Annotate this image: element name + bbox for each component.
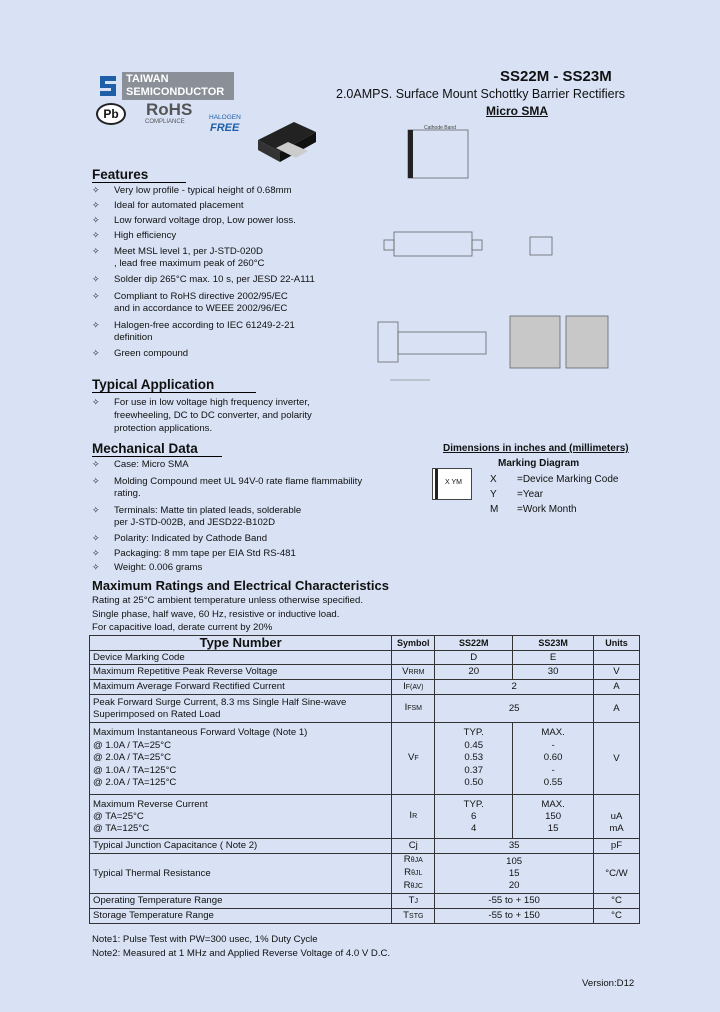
ratings-note: Rating at 25°C ambient temperature unless otherwise specified. bbox=[92, 595, 364, 606]
table-row: Peak Forward Surge Current, 8.3 ms Single Half Sine-wave Superimposed on Rated Load IFSM 25 A bbox=[90, 695, 640, 723]
package-photo bbox=[252, 118, 322, 168]
logo-mark-icon bbox=[96, 72, 120, 100]
table-row: Typical Thermal Resistance RθJA RθJL RθJC 105 15 20 °C/W bbox=[90, 854, 640, 894]
feature-item: and in accordance to WEEE 2002/96/EC bbox=[114, 303, 288, 314]
bullet-icon: ✧ bbox=[92, 533, 100, 543]
bullet-icon: ✧ bbox=[92, 200, 100, 210]
header-ss22m: SS22M bbox=[435, 636, 513, 651]
subtitle: 2.0AMPS. Surface Mount Schottky Barrier Rectifiers bbox=[336, 87, 625, 101]
marking-title: Marking Diagram bbox=[498, 458, 580, 469]
marking-value: =Work Month bbox=[517, 504, 577, 515]
bullet-icon: ✧ bbox=[92, 397, 100, 407]
marking-chip-text: X YM bbox=[445, 479, 462, 486]
application-line: For use in low voltage high frequency inverter, bbox=[114, 397, 310, 408]
bullet-icon: ✧ bbox=[92, 185, 100, 195]
features-title: Features bbox=[92, 167, 186, 183]
marking-value: =Device Marking Code bbox=[517, 474, 619, 485]
mech-item: Packaging: 8 mm tape per EIA Std RS-481 bbox=[114, 548, 296, 559]
mech-item: Weight: 0.006 grams bbox=[114, 562, 203, 573]
feature-item: Low forward voltage drop, Low power loss. bbox=[114, 215, 296, 226]
free-label: FREE bbox=[210, 122, 240, 134]
mech-item: Case: Micro SMA bbox=[114, 459, 189, 470]
bullet-icon: ✧ bbox=[92, 230, 100, 240]
rohs-logo: RoHS bbox=[146, 100, 193, 119]
marking-key: M bbox=[490, 504, 499, 515]
table-header-row bbox=[90, 636, 640, 651]
ratings-note: For capacitive load, derate current by 20% bbox=[92, 622, 273, 633]
version: Version:D12 bbox=[582, 978, 635, 989]
application-line: freewheeling, DC to DC converter, and polarity bbox=[114, 410, 312, 421]
table-row: Device Marking Code D E bbox=[90, 651, 640, 665]
feature-item: Solder dip 265°C max. 10 s, per JESD 22-A111 bbox=[114, 274, 315, 285]
bullet-icon: ✧ bbox=[92, 505, 100, 515]
table-row: Maximum Repetitive Peak Reverse Voltage VRRM 20 30 V bbox=[90, 665, 640, 680]
mech-item: per J-STD-002B, and JESD22-B102D bbox=[114, 517, 276, 528]
application-title: Typical Application bbox=[92, 377, 256, 393]
note1: Note1: Pulse Test with PW=300 usec, 1% Duty Cycle bbox=[92, 934, 318, 945]
feature-item: Compliant to RoHS directive 2002/95/EC bbox=[114, 291, 288, 302]
bullet-icon: ✧ bbox=[92, 246, 100, 256]
feature-item: Halogen-free according to IEC 61249-2-21 bbox=[114, 320, 295, 331]
marking-chip bbox=[432, 468, 472, 500]
bullet-icon: ✧ bbox=[92, 274, 100, 284]
dimensions-title: Dimensions in inches and (millimeters) bbox=[443, 443, 629, 454]
table-row: Storage Temperature Range TSTG -55 to + 150 °C bbox=[90, 909, 640, 924]
mech-item: rating. bbox=[114, 488, 141, 499]
bullet-icon: ✧ bbox=[92, 348, 100, 358]
feature-item: Green compound bbox=[114, 348, 189, 359]
feature-item: Meet MSL level 1, per J-STD-020D bbox=[114, 246, 263, 257]
bullet-icon: ✧ bbox=[92, 548, 100, 558]
company-line1: TAIWAN bbox=[126, 73, 169, 85]
dimension-drawing bbox=[370, 122, 640, 392]
part-number: SS22M - SS23M bbox=[500, 68, 612, 85]
mechanical-title: Mechanical Data bbox=[92, 441, 222, 457]
header-symbol: Symbol bbox=[392, 636, 435, 651]
header-type: Type Number bbox=[90, 636, 392, 651]
marking-value: =Year bbox=[517, 489, 544, 500]
marking-key: Y bbox=[490, 489, 497, 500]
table-row: Maximum Reverse Current @ TA=25°C @ TA=125°C IR TYP. 6 4 MAX. 150 15 uA mA bbox=[90, 795, 640, 839]
mech-item: Molding Compound meet UL 94V-0 rate flame flammability bbox=[114, 476, 363, 487]
mech-item: Terminals: Matte tin plated leads, solderable bbox=[114, 505, 302, 516]
bullet-icon: ✧ bbox=[92, 459, 100, 469]
ratings-table bbox=[89, 635, 640, 924]
note2: Note2: Measured at 1 MHz and Applied Reverse Voltage of 4.0 V D.C. bbox=[92, 948, 391, 959]
header-units: Units bbox=[594, 636, 640, 651]
feature-item: , lead free maximum peak of 260°C bbox=[114, 258, 265, 269]
mech-item: Polarity: Indicated by Cathode Band bbox=[114, 533, 268, 544]
pb-badge: Pb bbox=[96, 103, 126, 125]
feature-item: Very low profile - typical height of 0.68mm bbox=[114, 185, 292, 196]
feature-item: definition bbox=[114, 332, 153, 343]
feature-item: High efficiency bbox=[114, 230, 177, 241]
bullet-icon: ✧ bbox=[92, 562, 100, 572]
halogen-label: HALOGEN bbox=[209, 114, 241, 121]
cathode-band-label: Cathode Band bbox=[424, 125, 456, 131]
bullet-icon: ✧ bbox=[92, 476, 100, 486]
ratings-title: Maximum Ratings and Electrical Characteristics bbox=[92, 578, 389, 593]
bullet-icon: ✧ bbox=[92, 320, 100, 330]
package-name: Micro SMA bbox=[486, 104, 549, 118]
table-row: Typical Junction Capacitance ( Note 2) Cj 35 pF bbox=[90, 839, 640, 854]
marking-key: X bbox=[490, 474, 497, 485]
rohs-sub: COMPLIANCE bbox=[145, 119, 185, 125]
company-line2: SEMICONDUCTOR bbox=[126, 86, 225, 98]
feature-item: Ideal for automated placement bbox=[114, 200, 244, 211]
bullet-icon: ✧ bbox=[92, 215, 100, 225]
header-ss23m: SS23M bbox=[513, 636, 594, 651]
table-row: Maximum Average Forward Rectified Current IF(AV) 2 A bbox=[90, 680, 640, 695]
bullet-icon: ✧ bbox=[92, 291, 100, 301]
table-row: Operating Temperature Range TJ -55 to + 150 °C bbox=[90, 894, 640, 909]
application-line: protection applications. bbox=[114, 423, 213, 434]
table-row: Maximum Instantaneous Forward Voltage (Note 1) @ 1.0A / TA=25°C @ 2.0A / TA=25°C @ 1.0A / TA=125°C @ 2.0A / TA=125°C VF TYP. 0.45 0.53 0.37 0.50 MAX. - 0.60 - 0.55 V bbox=[90, 723, 640, 795]
logo bbox=[96, 72, 236, 100]
ratings-note: Single phase, half wave, 60 Hz, resistive or inductive load. bbox=[92, 609, 340, 620]
